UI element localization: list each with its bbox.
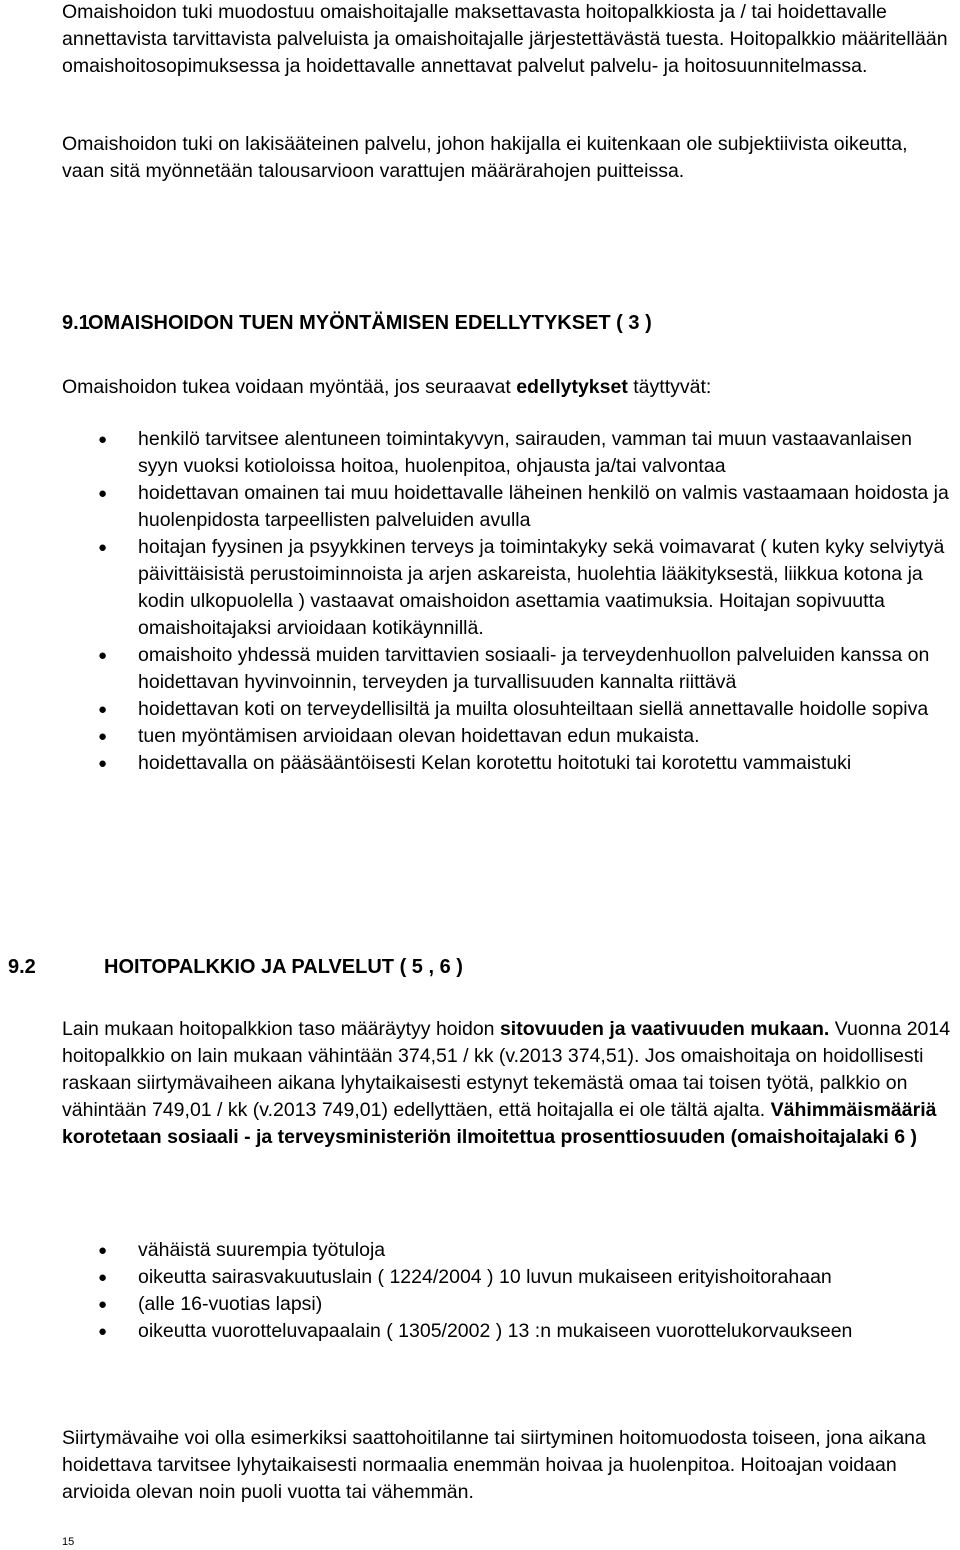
list-item-text: hoitajan fyysinen ja psyykkinen terveys ja toimintakyky sekä voimavarat ( kuten kyky selviytyä päivittäisistä perustoiminnoista ja arjen askareista, huolehtia lääkityksestä, liikkua kotona ja kodin ulkopuolella ) vastaavat omaishoidon asettamia vaatimuksia. Hoitajan sopivuutta omaishoitajaksi arvioidaan kotikäynnillä. xyxy=(138,536,945,639)
list-item xyxy=(62,1237,952,1264)
page-number: 15 xyxy=(62,1536,75,1548)
bullet-icon: ● xyxy=(98,728,108,745)
list-item-text: oikeutta vuorotteluvapaalain ( 1305/2002 ) 13 :n mukaiseen vuorottelukorvaukseen xyxy=(138,1320,853,1342)
list-item xyxy=(62,696,952,723)
list-item-text: hoidettavan koti on terveydellisiltä ja muilta olosuhteiltaan siellä annettavalle hoidolle sopiva xyxy=(138,698,929,720)
bullet-icon: ● xyxy=(98,755,108,772)
section-title: OMAISHOIDON TUEN MYÖNTÄMISEN EDELLYTYKSET ( 3 ) xyxy=(88,312,652,334)
intro-text: Omaishoidon tukea voidaan myöntää, jos seuraavat xyxy=(62,376,517,398)
paragraph-legal-basis: Omaishoidon tuki on lakisääteinen palvelu, johon hakijalla ei kuitenkaan ole subjektiivista oikeutta, vaan sitä myönnetään talousarvioon varattujen määrärahojen puitteissa. xyxy=(62,133,908,182)
list-item xyxy=(62,534,952,642)
bullet-icon: ● xyxy=(98,1242,108,1259)
intro-text-end: täyttyvät: xyxy=(627,376,712,398)
bullet-icon: ● xyxy=(98,1323,108,1340)
bullet-icon: ● xyxy=(98,431,108,448)
bullet-icon: ● xyxy=(98,1296,108,1313)
bullet-icon: ● xyxy=(98,1269,108,1286)
conditions-intro xyxy=(62,374,952,401)
list-item xyxy=(62,1318,952,1345)
bullet-icon: ● xyxy=(98,701,108,718)
list-item xyxy=(62,426,952,480)
list-item xyxy=(62,750,952,777)
list-item xyxy=(62,642,952,696)
fee-bold-text: sitovuuden ja vaativuuden mukaan. xyxy=(499,1018,830,1040)
section-number: 9.2 xyxy=(8,956,36,978)
section-title: HOITOPALKKIO JA PALVELUT ( 5 , 6 ) xyxy=(104,956,463,978)
list-item xyxy=(62,1264,952,1291)
intro-bold-text: edellytykset xyxy=(516,376,628,398)
list-item-text: (alle 16-vuotias lapsi) xyxy=(138,1293,323,1315)
list-item-text: henkilö tarvitsee alentuneen toimintakyvyn, sairauden, vamman tai muun vastaavanlaisen syyn vuoksi kotioloissa hoitoa, huolenpitoa, ohjausta ja/tai valvontaa xyxy=(138,428,912,477)
bullet-icon: ● xyxy=(98,647,108,664)
transition-conditions-list xyxy=(62,1237,952,1345)
list-item xyxy=(62,480,952,534)
fee-bold-text-end: Vähimmäismääriä korotetaan sosiaali - ja terveysministeriön ilmoitettua prosenttiosuuden (omaishoitajalaki 6 ) xyxy=(62,1099,937,1148)
bullet-icon: ● xyxy=(98,485,108,502)
fee-paragraph xyxy=(62,1016,952,1151)
list-item-text: hoidettavan omainen tai muu hoidettavalle läheinen henkilö on valmis vastaamaan hoidosta ja huolenpidosta tarpeellisten palveluiden avulla xyxy=(138,482,949,531)
section-number: 9.1 xyxy=(62,312,90,334)
bullet-icon: ● xyxy=(98,539,108,556)
conditions-list xyxy=(62,426,952,777)
list-item-text: vähäistä suurempia työtuloja xyxy=(138,1239,386,1261)
list-item-text: tuen myöntämisen arvioidaan olevan hoidettavan edun mukaista. xyxy=(138,725,700,747)
list-item-text: hoidettavalla on pääsääntöisesti Kelan korotettu hoitotuki tai korotettu vammaistuki xyxy=(138,752,852,774)
paragraph-intro: Omaishoidon tuki muodostuu omaishoitajalle maksettavasta hoitopalkkiosta ja / tai hoidettavalle annettavista tarvittavista palveluista ja omaishoitajalle järjestettävästä tuesta. Hoitopalkkio määritellään omaishoitosopimuksessa ja hoidettavalle annettavat palvelut palvelu- ja hoitosuunnitelmassa. xyxy=(62,1,948,77)
fee-text: Lain mukaan hoitopalkkion taso määräytyy hoidon xyxy=(62,1018,500,1040)
list-item xyxy=(62,723,952,750)
closing-paragraph: Siirtymävaihe voi olla esimerkiksi saattohoitilanne tai siirtyminen hoitomuodosta toiseen, jona aikana hoidettava tarvitsee lyhytaikaisesti normaalia enemmän hoivaa ja huolenpitoa. Hoitoajan voidaan arvioida olevan noin puoli vuotta tai vähemmän. xyxy=(62,1427,926,1503)
list-item-text: omaishoito yhdessä muiden tarvittavien sosiaali- ja terveydenhuollon palveluiden kanssa on hoidettavan hyvinvoinnin, terveyden ja turvallisuuden kannalta riittävä xyxy=(138,644,930,693)
fee-text-continued: Vuonna 2014 hoitopalkkio on lain mukaan vähintään 374,51 / kk (v.2013 374,51). Jos omaishoitaja on hoidollisesti raskaan siirtymävaiheen aikana lyhytaikaisesti estynyt tekemästä omaa tai toisen työtä, palkkio on vähintään 749,01 / kk (v.2013 749,01) edellyttäen, että hoitajalla ei ole tältä ajalta. xyxy=(62,1018,951,1121)
list-item-text: oikeutta sairasvakuutuslain ( 1224/2004 ) 10 luvun mukaiseen erityishoitorahaan xyxy=(138,1266,832,1288)
list-item xyxy=(62,1291,952,1318)
